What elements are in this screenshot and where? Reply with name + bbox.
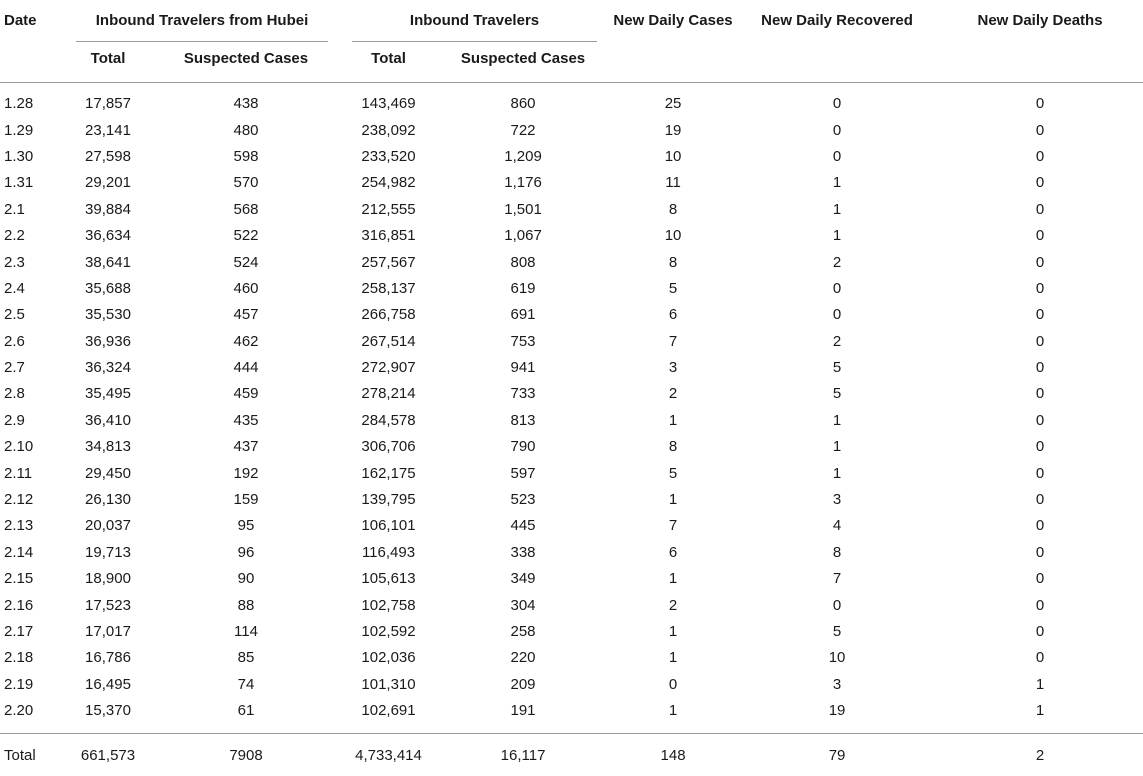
cell-new-cases: 6 [668,543,678,561]
cell-new-recovered: 2 [832,253,842,271]
cell-hubei-total: 17,017 [85,623,131,640]
cell-new-deaths: 0 [1035,543,1045,561]
cell-hubei-total: 35,530 [85,306,131,324]
table-row [0,407,1143,433]
cell-inbound-total: 267,514 [361,332,416,350]
cell-inbound-suspected: 338 [510,543,536,561]
cell-hubei-total: 26,130 [85,491,131,509]
cell-hubei-total: 15,370 [85,702,131,720]
cell-hubei-suspected: 90 [237,570,255,588]
cell-hubei-suspected: 74 [237,675,255,693]
cell-new-recovered: 1 [832,200,842,218]
cell-date: 1.30 [4,147,34,165]
cell-new-cases: 5 [668,279,678,297]
cell-new-deaths: 0 [1035,359,1045,377]
cell-new-cases: 10 [664,147,682,165]
cell-new-recovered: 7 [832,570,842,588]
table-row [0,434,1143,460]
cell-hubei-suspected: 459 [233,385,259,403]
cell-hubei-suspected: 522 [233,227,259,245]
cell-inbound-total: 162,175 [361,464,416,482]
cell-new-recovered: 10 [828,649,846,667]
total-cell-hubei-suspected: 7908 [152,733,340,776]
total-cell-date: Total [0,733,64,776]
cell-new-recovered: 0 [832,596,842,614]
cell-new-deaths: 0 [1035,438,1045,456]
cell-inbound-suspected: 445 [510,517,536,535]
cell-new-cases: 19 [664,121,682,139]
cell-inbound-total: 212,555 [361,200,416,218]
cell-date: 2.14 [4,543,34,561]
cell-hubei-total: 34,813 [85,438,131,456]
header-inbound-total: Total [340,42,437,82]
cell-new-cases: 6 [668,306,678,324]
table-row [0,697,1143,723]
table-row [0,460,1143,486]
header-inbound-suspected: Suspected Cases [437,42,609,82]
table-row [0,381,1143,407]
table-row [0,486,1143,512]
cell-inbound-total: 106,101 [361,517,416,535]
cell-date: 2.9 [4,411,25,429]
cell-hubei-total: 29,201 [85,174,131,192]
cell-inbound-suspected: 733 [510,385,536,403]
cell-new-cases: 8 [668,253,678,271]
cell-date: 2.17 [4,623,34,640]
cell-date: 2.13 [4,517,34,535]
cell-new-recovered: 5 [832,385,842,403]
cell-new-deaths: 0 [1035,306,1045,324]
table-row [0,592,1143,618]
cell-hubei-suspected: 85 [237,649,255,667]
cell-new-cases: 5 [668,464,678,482]
cell-new-cases: 8 [668,438,678,456]
cell-inbound-total: 316,851 [361,227,416,245]
table-row [0,170,1143,196]
cell-new-cases: 10 [664,227,682,245]
cell-new-cases: 1 [668,491,678,509]
cell-inbound-total: 143,469 [361,95,416,113]
cell-inbound-suspected: 597 [510,464,536,482]
cell-hubei-total: 35,495 [85,385,131,403]
header-new-daily-cases: New Daily Cases [609,0,737,82]
cell-inbound-total: 257,567 [361,253,416,271]
cell-inbound-total: 102,036 [361,649,416,667]
table-row [0,117,1143,143]
total-cell-new-deaths: 2 [937,733,1143,776]
cell-new-recovered: 5 [832,623,842,640]
cell-hubei-suspected: 192 [233,464,259,482]
cell-hubei-suspected: 438 [233,95,259,113]
table-row [0,91,1143,117]
table-row [0,539,1143,565]
cell-new-cases: 11 [665,174,681,192]
cell-inbound-suspected: 941 [510,359,536,377]
cell-new-deaths: 1 [1035,675,1045,693]
cell-inbound-total: 102,758 [361,596,416,614]
cell-new-deaths: 0 [1035,570,1045,588]
cell-inbound-total: 272,907 [361,359,416,377]
cell-date: 2.18 [4,649,34,667]
cell-hubei-total: 39,884 [85,200,131,218]
header-inbound-group-label: Inbound Travelers [352,12,597,42]
table-row [0,645,1143,671]
cell-date: 1.28 [4,95,34,113]
table-row [0,328,1143,354]
cell-date: 2.8 [4,385,25,403]
table-row [0,302,1143,328]
cell-hubei-total: 35,688 [85,279,131,297]
cell-new-deaths: 0 [1035,517,1045,535]
header-new-daily-recovered: New Daily Recovered [737,0,937,82]
table-header [0,0,1143,82]
table-row [0,566,1143,592]
cell-inbound-suspected: 220 [510,649,536,667]
cell-date: 2.3 [4,253,25,271]
table-row [0,249,1143,275]
cell-inbound-suspected: 191 [510,702,536,720]
cell-date: 2.2 [4,227,25,245]
header-inbound-group [340,0,609,42]
total-cell-new-recovered: 79 [737,733,937,776]
cell-new-cases: 25 [664,95,682,113]
cell-inbound-suspected: 813 [510,411,536,429]
cell-inbound-total: 238,092 [361,121,416,139]
cell-hubei-total: 36,936 [85,332,131,350]
cell-new-recovered: 1 [832,411,842,429]
cell-new-cases: 2 [668,596,678,614]
cell-hubei-suspected: 568 [233,200,259,218]
cell-new-recovered: 1 [832,464,842,482]
cell-new-deaths: 0 [1035,464,1045,482]
cell-new-deaths: 0 [1035,200,1045,218]
cell-new-cases: 8 [668,200,678,218]
cell-hubei-total: 18,900 [85,570,131,588]
cell-new-cases: 1 [668,702,678,720]
cell-hubei-suspected: 114 [234,623,258,640]
cell-new-recovered: 3 [832,491,842,509]
cell-inbound-suspected: 258 [510,623,536,640]
cell-new-deaths: 1 [1035,702,1045,720]
cell-inbound-total: 102,592 [361,623,416,640]
cell-new-deaths: 0 [1035,596,1045,614]
cell-inbound-total: 266,758 [361,306,416,324]
cell-new-cases: 2 [668,385,678,403]
cell-new-deaths: 0 [1035,279,1045,297]
cell-inbound-suspected: 691 [510,306,536,324]
cell-inbound-suspected: 722 [510,121,536,139]
cell-date: 2.16 [4,596,34,614]
cell-new-recovered: 0 [832,95,842,113]
table-body [0,82,1143,776]
cell-new-deaths: 0 [1035,411,1045,429]
table-row [0,196,1143,222]
cell-new-deaths: 0 [1035,174,1045,192]
cell-new-deaths: 0 [1035,253,1045,271]
cell-hubei-total: 29,450 [85,464,131,482]
cell-inbound-suspected: 349 [510,570,536,588]
cell-hubei-suspected: 96 [237,543,255,561]
cell-new-deaths: 0 [1035,491,1045,509]
cell-hubei-total: 20,037 [85,517,131,535]
cell-hubei-suspected: 444 [233,359,259,377]
cell-date: 2.4 [4,279,25,297]
cell-new-cases: 3 [668,359,678,377]
cell-new-deaths: 0 [1035,649,1045,667]
cell-hubei-total: 16,495 [85,675,131,693]
cell-new-recovered: 4 [832,517,842,535]
cell-hubei-total: 27,598 [85,147,131,165]
cell-new-deaths: 0 [1035,385,1045,403]
cell-inbound-suspected: 808 [510,253,536,271]
cell-hubei-total: 38,641 [85,253,131,271]
cell-inbound-suspected: 209 [510,675,536,693]
cell-new-deaths: 0 [1035,623,1045,640]
header-hubei-suspected: Suspected Cases [152,42,340,82]
cell-new-cases: 1 [668,411,678,429]
cell-hubei-total: 36,634 [85,227,131,245]
cell-new-recovered: 2 [832,332,842,350]
cell-inbound-suspected: 753 [510,332,536,350]
cell-inbound-total: 284,578 [361,411,416,429]
cell-hubei-suspected: 159 [233,491,259,509]
cell-hubei-suspected: 480 [233,121,259,139]
total-cell-hubei-total: 661,573 [64,733,152,776]
cell-inbound-total: 306,706 [361,438,416,456]
total-cell-new-cases: 148 [609,733,737,776]
cell-new-recovered: 0 [832,121,842,139]
cell-date: 2.20 [4,702,34,720]
cell-date: 1.29 [4,121,34,139]
cell-inbound-total: 278,214 [361,385,416,403]
cell-hubei-total: 36,410 [85,411,131,429]
cell-new-recovered: 0 [832,279,842,297]
cell-new-recovered: 0 [832,306,842,324]
cell-inbound-suspected: 860 [510,95,536,113]
cell-new-recovered: 0 [832,147,842,165]
cell-inbound-total: 116,493 [361,543,416,561]
cell-inbound-total: 233,520 [361,147,416,165]
cell-date: 2.10 [4,438,34,456]
table-row [0,671,1143,697]
cell-new-deaths: 0 [1035,147,1045,165]
cell-inbound-suspected: 523 [510,491,536,509]
cell-date: 2.7 [4,359,25,377]
cell-new-recovered: 8 [832,543,842,561]
cell-hubei-suspected: 524 [233,253,259,271]
cell-inbound-total: 254,982 [361,174,416,192]
cell-hubei-suspected: 570 [233,174,259,192]
cell-hubei-suspected: 598 [233,147,259,165]
cell-new-recovered: 19 [828,702,846,720]
cell-new-recovered: 1 [832,227,842,245]
cell-new-recovered: 5 [832,359,842,377]
cell-new-recovered: 3 [832,675,842,693]
table-row [0,275,1143,301]
cell-inbound-total: 101,310 [361,675,416,693]
cell-inbound-suspected: 1,176 [504,174,542,192]
total-cell-inbound-total: 4,733,414 [340,733,437,776]
cell-new-cases: 1 [668,623,678,640]
table-row [0,618,1143,644]
total-row [0,733,1143,776]
cell-hubei-suspected: 61 [237,702,255,720]
cell-hubei-total: 17,857 [85,95,131,113]
cell-date: 2.6 [4,332,25,350]
table-row [0,513,1143,539]
cell-inbound-total: 139,795 [361,491,416,509]
cell-date: 1.31 [4,174,34,192]
cell-inbound-suspected: 790 [510,438,536,456]
cell-new-cases: 7 [668,517,678,535]
cell-inbound-total: 258,137 [361,279,416,297]
cell-hubei-suspected: 435 [233,411,259,429]
cell-hubei-total: 17,523 [85,596,131,614]
cell-new-cases: 1 [668,649,678,667]
header-hubei-total: Total [64,42,152,82]
cell-date: 2.11 [4,464,33,482]
cell-new-recovered: 1 [832,438,842,456]
cell-inbound-total: 105,613 [361,570,416,588]
cell-date: 2.15 [4,570,34,588]
cell-hubei-suspected: 462 [233,332,259,350]
cell-inbound-suspected: 1,501 [504,200,542,218]
header-hubei-group [64,0,340,42]
cell-new-deaths: 0 [1035,95,1045,113]
cell-date: 2.12 [4,491,34,509]
cell-new-recovered: 1 [832,174,842,192]
cell-inbound-suspected: 304 [510,596,536,614]
cell-hubei-total: 23,141 [85,121,131,139]
cell-hubei-suspected: 437 [233,438,259,456]
cell-inbound-suspected: 1,067 [504,227,542,245]
cell-new-deaths: 0 [1035,332,1045,350]
cell-hubei-total: 16,786 [85,649,131,667]
header-date: Date [0,0,64,82]
table-row [0,354,1143,380]
cell-new-cases: 0 [668,675,678,693]
cell-date: 2.19 [4,675,34,693]
cell-inbound-suspected: 1,209 [504,147,542,165]
cell-new-deaths: 0 [1035,227,1045,245]
cell-hubei-total: 36,324 [85,359,131,377]
table-row [0,143,1143,169]
cell-date: 2.1 [4,200,25,218]
cell-hubei-suspected: 95 [237,517,255,535]
header-new-daily-deaths: New Daily Deaths [937,0,1143,82]
cell-new-deaths: 0 [1035,121,1045,139]
cell-new-cases: 7 [668,332,678,350]
cell-new-cases: 1 [668,570,678,588]
cell-hubei-suspected: 88 [237,596,255,614]
header-hubei-group-label: Inbound Travelers from Hubei [76,12,328,42]
cell-hubei-suspected: 460 [233,279,259,297]
cell-date: 2.5 [4,306,25,324]
total-cell-inbound-suspected: 16,117 [437,733,609,776]
cell-hubei-suspected: 457 [233,306,259,324]
cell-inbound-total: 102,691 [361,702,416,720]
cell-inbound-suspected: 619 [510,279,536,297]
table-row [0,222,1143,248]
cell-hubei-total: 19,713 [85,543,131,561]
